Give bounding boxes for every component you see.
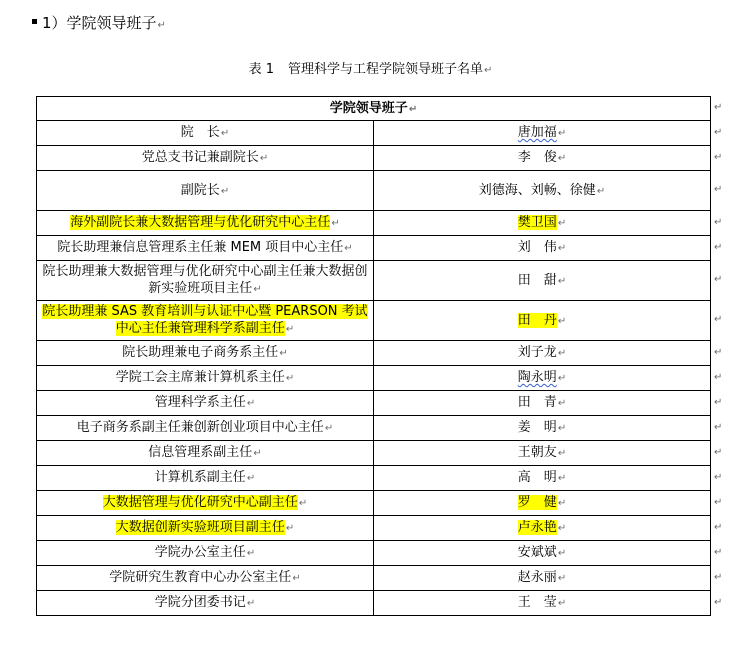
role-cell <box>37 121 374 146</box>
table-row <box>37 211 711 236</box>
return-arrow-icon: ↵ <box>246 548 256 559</box>
table-row <box>37 466 711 491</box>
role-text: 院长助理兼 SAS 教育培训与认证中心暨 PEARSON 考试中心主任兼管理科学系副主任 <box>42 304 368 336</box>
name-text: 李 俊 <box>517 150 557 165</box>
table-row <box>37 366 711 391</box>
return-arrow-icon: ↵ <box>253 448 262 459</box>
return-arrow-icon: ↵ <box>259 153 269 164</box>
role-cell <box>37 301 374 341</box>
role-text: 电子商务系副主任兼创新创业项目中心主任 <box>76 420 324 435</box>
role-text: 信息管理系副主任 <box>148 445 253 460</box>
role-cell <box>37 541 374 566</box>
name-cell <box>374 591 711 616</box>
return-arrow-icon: ↵ <box>557 423 567 434</box>
return-arrow-icon: ↵ <box>557 218 567 229</box>
row-end-mark-icon: ↵ <box>714 547 723 558</box>
table-row <box>37 491 711 516</box>
name-cell <box>374 366 711 391</box>
leadership-table <box>36 96 711 616</box>
name-text: 刘子龙 <box>517 345 557 360</box>
name-cell <box>374 391 711 416</box>
role-text: 院长助理兼信息管理系主任兼 MEM 项目中心主任 <box>57 240 344 255</box>
return-arrow-icon: ↵ <box>557 315 567 327</box>
role-cell <box>37 236 374 261</box>
role-text: 海外副院长兼大数据管理与优化研究中心主任 <box>70 215 331 230</box>
row-end-mark-icon: ↵ <box>714 447 723 458</box>
name-cell <box>374 171 711 211</box>
name-cell <box>374 301 711 341</box>
role-cell <box>37 366 374 391</box>
row-end-mark-icon: ↵ <box>714 314 723 325</box>
return-arrow-icon: ↵ <box>408 103 418 115</box>
role-text: 管理科学系主任 <box>154 395 246 410</box>
table-row <box>37 301 711 341</box>
section-heading <box>32 12 166 37</box>
caption-label: 表 1 <box>248 62 274 77</box>
role-cell <box>37 491 374 516</box>
row-end-mark-icon: ↵ <box>714 152 723 163</box>
name-cell <box>374 491 711 516</box>
return-arrow-icon: ↵ <box>324 423 334 434</box>
row-end-mark-icon: ↵ <box>714 127 723 138</box>
role-text: 院长助理兼大数据管理与优化研究中心副主任兼大数据创新实验班项目主任 <box>42 264 368 296</box>
return-arrow-icon: ↵ <box>220 185 230 197</box>
row-end-mark-icon: ↵ <box>714 242 723 253</box>
name-text: 赵永丽 <box>517 570 557 585</box>
return-arrow-icon: ↵ <box>246 473 256 484</box>
name-cell <box>374 341 711 366</box>
return-arrow-icon: ↵ <box>331 218 340 229</box>
row-end-mark-icon: ↵ <box>714 347 723 358</box>
return-arrow-icon: ↵ <box>557 473 567 484</box>
paragraph-mark-icon: ↵ <box>484 65 493 76</box>
name-cell <box>374 416 711 441</box>
return-arrow-icon: ↵ <box>557 373 567 384</box>
table-row <box>37 341 711 366</box>
return-arrow-icon: ↵ <box>279 348 288 359</box>
role-cell <box>37 566 374 591</box>
name-text: 田 青 <box>517 395 557 410</box>
name-text: 姜 明 <box>517 420 557 435</box>
name-text: 刘德海、刘畅、徐健 <box>478 182 596 198</box>
role-text: 学院研究生教育中心办公室主任 <box>109 570 292 585</box>
name-text: 高 明 <box>517 470 557 485</box>
return-arrow-icon: ↵ <box>246 398 256 409</box>
return-arrow-icon: ↵ <box>557 128 567 139</box>
row-end-mark-icon: ↵ <box>714 372 723 383</box>
role-text: 副院长 <box>180 182 220 198</box>
return-arrow-icon: ↵ <box>220 128 230 139</box>
table-row <box>37 541 711 566</box>
return-arrow-icon: ↵ <box>557 573 567 584</box>
role-cell <box>37 171 374 211</box>
table-row <box>37 566 711 591</box>
name-text: 唐加福 <box>517 125 557 140</box>
role-cell <box>37 466 374 491</box>
return-arrow-icon: ↵ <box>285 523 295 534</box>
role-cell <box>37 211 374 236</box>
paragraph-mark-icon: ↵ <box>157 20 166 31</box>
return-arrow-icon: ↵ <box>298 498 308 509</box>
name-text: 田 甜 <box>517 272 557 288</box>
role-cell <box>37 391 374 416</box>
name-cell <box>374 211 711 236</box>
section-heading-text: 1）学院领导班子 <box>42 14 157 32</box>
name-cell <box>374 566 711 591</box>
name-text: 王 莹 <box>517 595 557 610</box>
name-text: 刘 伟 <box>517 240 557 255</box>
row-end-mark-icon: ↵ <box>714 597 723 608</box>
table-title-row <box>37 97 711 121</box>
name-cell <box>374 441 711 466</box>
name-cell <box>374 261 711 301</box>
caption-title: 管理科学与工程学院领导班子名单 <box>288 62 484 77</box>
name-text: 安斌斌 <box>517 545 557 560</box>
table-row <box>37 261 711 301</box>
name-cell <box>374 516 711 541</box>
name-cell <box>374 236 711 261</box>
role-text: 院 长 <box>180 125 220 140</box>
role-cell <box>37 146 374 171</box>
role-cell <box>37 516 374 541</box>
name-cell <box>374 146 711 171</box>
name-text: 罗 健 <box>517 495 557 510</box>
table-caption <box>0 60 741 81</box>
table-title-cell <box>37 97 711 121</box>
table-row <box>37 236 711 261</box>
table-row <box>37 441 711 466</box>
row-end-mark-icon: ↵ <box>714 102 723 113</box>
role-text: 学院工会主席兼计算机系主任 <box>115 370 285 385</box>
return-arrow-icon: ↵ <box>246 598 256 609</box>
name-text: 樊卫国 <box>517 215 557 230</box>
table-row <box>37 121 711 146</box>
table-row <box>37 391 711 416</box>
return-arrow-icon: ↵ <box>253 284 262 295</box>
return-arrow-icon: ↵ <box>344 243 353 254</box>
row-end-mark-icon: ↵ <box>714 217 723 228</box>
return-arrow-icon: ↵ <box>557 243 567 254</box>
table-row <box>37 591 711 616</box>
role-text: 院长助理兼电子商务系主任 <box>122 345 279 360</box>
role-cell <box>37 261 374 301</box>
row-end-mark-icon: ↵ <box>714 184 723 195</box>
return-arrow-icon: ↵ <box>557 448 567 459</box>
role-cell <box>37 341 374 366</box>
return-arrow-icon: ↵ <box>557 398 567 409</box>
row-end-mark-icon: ↵ <box>714 397 723 408</box>
row-end-mark-icon: ↵ <box>714 522 723 533</box>
role-cell <box>37 441 374 466</box>
return-arrow-icon: ↵ <box>557 275 567 287</box>
role-text: 学院办公室主任 <box>154 545 246 560</box>
name-cell <box>374 121 711 146</box>
table-row <box>37 516 711 541</box>
return-arrow-icon: ↵ <box>557 523 567 534</box>
return-arrow-icon: ↵ <box>596 185 606 197</box>
row-end-mark-icon: ↵ <box>714 422 723 433</box>
row-end-mark-icon: ↵ <box>714 472 723 483</box>
return-arrow-icon: ↵ <box>285 324 295 335</box>
role-text: 大数据管理与优化研究中心副主任 <box>102 495 298 510</box>
role-text: 计算机系副主任 <box>154 470 246 485</box>
return-arrow-icon: ↵ <box>557 153 567 164</box>
row-end-mark-icon: ↵ <box>714 497 723 508</box>
name-cell <box>374 466 711 491</box>
name-cell <box>374 541 711 566</box>
role-text: 大数据创新实验班项目副主任 <box>115 520 285 535</box>
table-title: 学院领导班子 <box>329 100 408 116</box>
table-row <box>37 146 711 171</box>
name-text: 卢永艳 <box>517 520 557 535</box>
return-arrow-icon: ↵ <box>557 548 567 559</box>
name-text: 田 丹 <box>517 312 557 328</box>
role-cell <box>37 416 374 441</box>
square-bullet-icon <box>32 19 37 24</box>
role-text: 学院分团委书记 <box>154 595 246 610</box>
return-arrow-icon: ↵ <box>557 498 567 509</box>
row-end-mark-icon: ↵ <box>714 572 723 583</box>
role-cell <box>37 591 374 616</box>
table-row <box>37 416 711 441</box>
name-text: 王朝友 <box>517 445 557 460</box>
return-arrow-icon: ↵ <box>557 348 567 359</box>
return-arrow-icon: ↵ <box>292 573 301 584</box>
row-end-mark-icon: ↵ <box>714 274 723 285</box>
name-text: 陶永明 <box>517 370 557 385</box>
table-row <box>37 171 711 211</box>
return-arrow-icon: ↵ <box>285 373 295 384</box>
role-text: 党总支书记兼副院长 <box>141 150 259 165</box>
return-arrow-icon: ↵ <box>557 598 567 609</box>
